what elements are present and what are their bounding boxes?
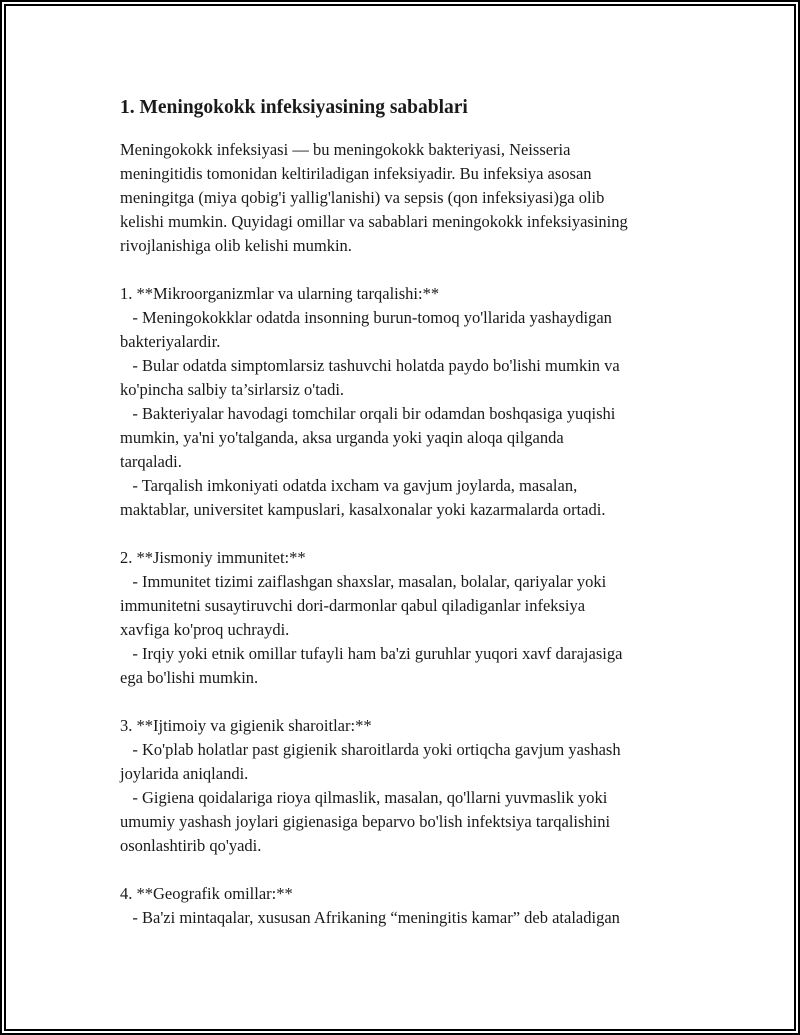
- microorganisms-section: 1. **Mikroorganizmlar va ularning tarqalishi:** - Meningokokklar odatda insonning burun-tomoq yo'llarida yashaydigan bakteriyalardir. - Bular odatda simptomlarsiz tashuvchi holatda paydo bo'lishi mumkin va ko'pincha salbiy ta’sirlarsiz o'tadi. - Bakteriyalar havodagi tomchilar orqali bir odamdan boshqasiga yuqishi mumkin, ya'ni yo'talganda, aksa urganda yoki yaqin aloqa qilganda tarqaladi. - Tarqalish imkoniyati odatda ixcham va gavjum joylarda, masalan, maktablar, universitet kampuslari, kasalxonalar yoki kazarmalarda ortadi.: [120, 284, 620, 519]
- intro-paragraph: Meningokokk infeksiyasi — bu meningokokk bakteriyasi, Neisseria meningitidis tomonidan keltiriladigan infeksiyadir. Bu infeksiya asosan meningitga (miya qobig'i yallig'lanishi) va sepsis (qon infeksiyasi)ga olib kelishi mumkin. Quyidagi omillar va sabablari meningokokk infeksiyasining rivojlanishiga olib kelishi mumkin.: [120, 140, 628, 255]
- section-title: 1. Meningokokk infeksiyasining sabablari: [120, 97, 468, 118]
- spacer-line: [120, 522, 700, 546]
- physical-immunity-section: 2. **Jismoniy immunitet:** - Immunitet tizimi zaiflashgan shaxslar, masalan, bolalar, qariyalar yoki immunitetni susaytiruvchi dori-darmonlar qabul qiladiganlar infeksiya xavfiga ko'proq uchraydi. - Irqiy yoki etnik omillar tufayli ham ba'zi guruhlar yuqori xavf darajasiga ega bo'lishi mumkin.: [120, 548, 623, 687]
- spacer-line: [120, 258, 700, 282]
- social-hygiene-section: 3. **Ijtimoiy va gigienik sharoitlar:** - Ko'plab holatlar past gigienik sharoitlarda yoki ortiqcha gavjum yashash joylarida aniqlandi. - Gigiena qoidalariga rioya qilmaslik, masalan, qo'llarni yuvmaslik yoki umumiy yashash joylari gigienasiga beparvo bo'lish infektsiya tarqalishini osonlashtirib qo'yadi.: [120, 716, 621, 855]
- geographic-section: 4. **Geografik omillar:** - Ba'zi mintaqalar, xususan Afrikaning “meningitis kamar” deb ataladigan: [120, 884, 620, 927]
- spacer-line: [120, 690, 700, 714]
- document-content: [120, 94, 700, 930]
- spacer-line: [120, 858, 700, 882]
